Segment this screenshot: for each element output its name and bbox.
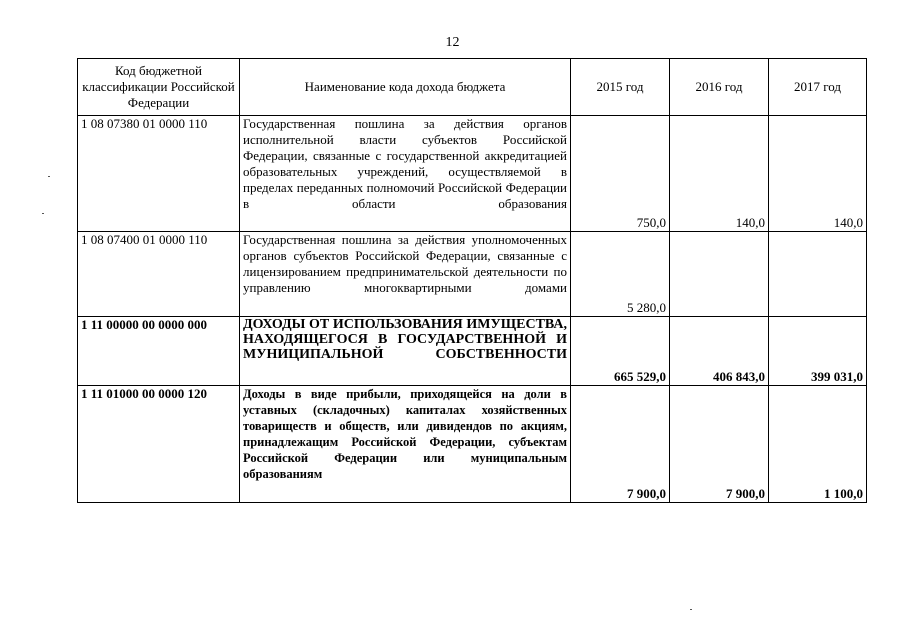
- row-2017: 399 031,0: [769, 317, 867, 386]
- row-name: Государственная пошлина за действия органов исполнительной власти субъектов Российской Федерации, связанные с государственной аккредитацией образовательных учреждений, осуществляемой в пределах переданных полномочий Российской Федерации в области образования: [240, 116, 571, 232]
- table-row: [78, 232, 867, 317]
- row-code: 1 11 00000 00 0000 000: [78, 317, 240, 386]
- header-2017: 2017 год: [769, 59, 867, 116]
- header-name: Наименование кода дохода бюджета: [240, 59, 571, 116]
- header-2016: 2016 год: [670, 59, 769, 116]
- row-2016: 406 843,0: [670, 317, 769, 386]
- row-code: 1 08 07400 01 0000 110: [78, 232, 240, 317]
- row-name: ДОХОДЫ ОТ ИСПОЛЬЗОВАНИЯ ИМУЩЕСТВА, НАХОДЯЩЕГОСЯ В ГОСУДАРСТВЕННОЙ И МУНИЦИПАЛЬНОЙ СОБСТВЕННОСТИ: [240, 317, 571, 386]
- row-2015: 665 529,0: [571, 317, 670, 386]
- page-number: 12: [445, 35, 460, 50]
- table-header-row: [78, 59, 867, 116]
- row-2016: 140,0: [670, 116, 769, 232]
- scan-speck: [48, 176, 50, 177]
- row-2017: 1 100,0: [769, 386, 867, 503]
- table-row: [78, 116, 867, 232]
- row-2016: 7 900,0: [670, 386, 769, 503]
- row-2015: 7 900,0: [571, 386, 670, 503]
- row-2017: [769, 232, 867, 317]
- budget-revenue-table: [77, 58, 867, 503]
- row-2015: 750,0: [571, 116, 670, 232]
- scan-speck: [690, 609, 692, 610]
- row-code: 1 11 01000 00 0000 120: [78, 386, 240, 503]
- table-row: [78, 317, 867, 386]
- row-2015: 5 280,0: [571, 232, 670, 317]
- table-row: [78, 386, 867, 503]
- header-code: Код бюджетной классификации Российской Федерации: [78, 59, 240, 116]
- row-2017: 140,0: [769, 116, 867, 232]
- row-name: Доходы в виде прибыли, приходящейся на доли в уставных (складочных) капиталах хозяйственных товариществ и обществ, или дивидендов по акциям, принадлежащим Российской Федерации, субъектам Российской Федерации или муниципальным образованиям: [240, 386, 571, 503]
- row-2016: [670, 232, 769, 317]
- header-2015: 2015 год: [571, 59, 670, 116]
- row-name: Государственная пошлина за действия уполномоченных органов субъектов Российской Федерации, связанные с лицензированием предпринимательской деятельности по управлению многоквартирными домами: [240, 232, 571, 317]
- scan-speck: [42, 213, 44, 214]
- row-code: 1 08 07380 01 0000 110: [78, 116, 240, 232]
